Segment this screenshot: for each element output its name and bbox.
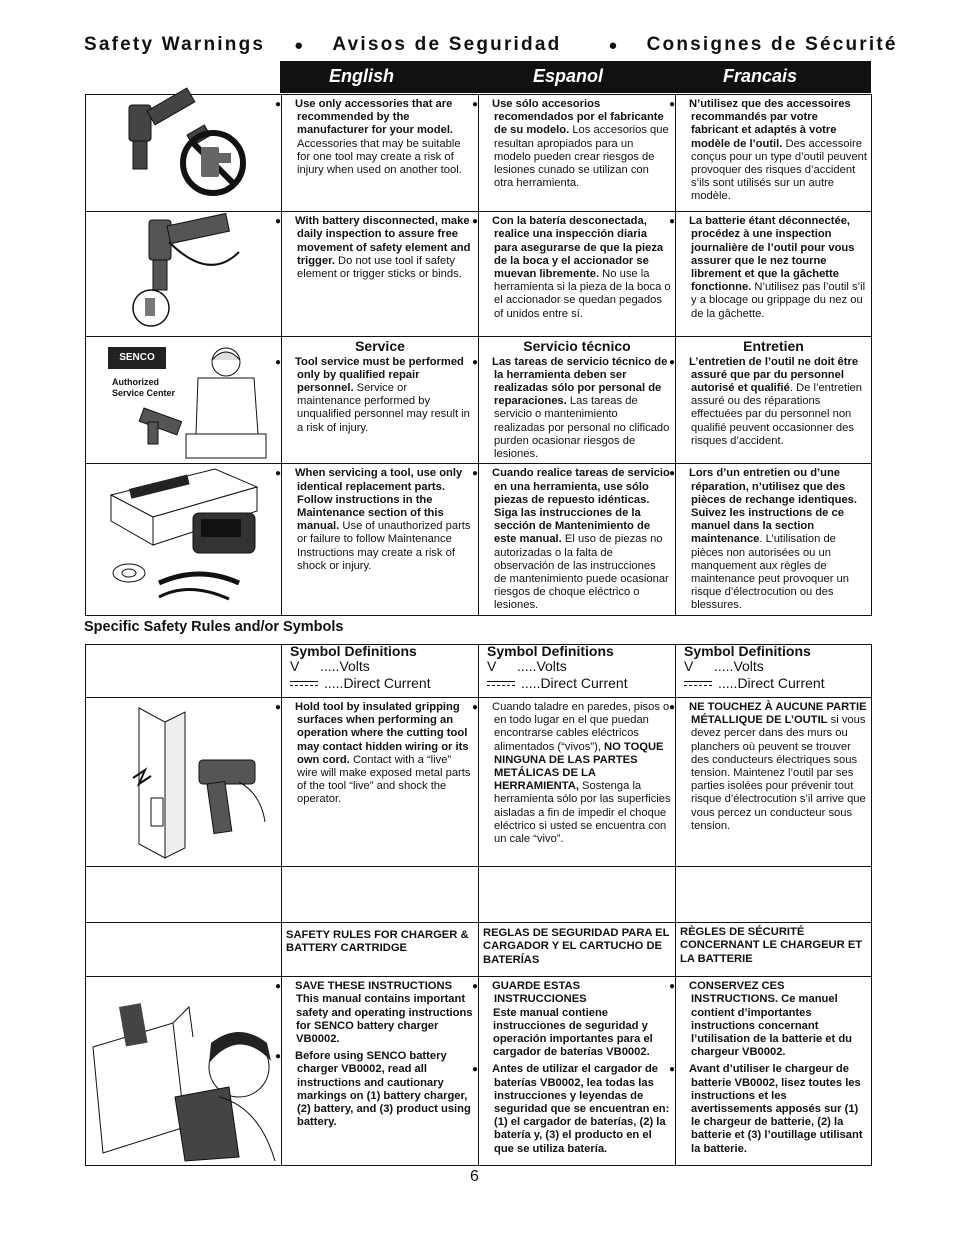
empty-cell — [282, 867, 479, 923]
direct-current-symbol-icon — [684, 681, 712, 688]
charger-heading-en: SAFETY RULES FOR CHARGER & BATTERY CARTRIDGE — [282, 923, 479, 977]
empty-cell — [479, 867, 676, 923]
table-row — [86, 464, 872, 615]
table-row — [86, 867, 872, 923]
warning-en: Service ● Tool service must be performed only by qualified repair personnel. Service or maintenance performed by unqualified personnel may result in a risk of injury. — [282, 337, 479, 464]
direct-current-symbol-icon — [290, 681, 318, 688]
warning-es: Servicio técnico ● Las tareas de servicio técnico de la herramienta deben ser realizadas sólo por personal de reparaciones. Las tareas de servicio o mantenimiento realizadas por personal no clificado purden ocasionar riesgos de lesiones. — [479, 337, 676, 464]
warning-fr: ● Lors d’un entretien ou d’une réparation, n’utilisez que des pièces de rechange identiques. Suivez les instructions de ce manuel dans la section maintenance. L’utilisation de pièces non autorisées ou un manquement aux règles de maintenance peut provoquer un risque d’électrocution ou des blessures. — [676, 464, 872, 615]
symbols-en: Symbol Definitions V .....Volts .....Direct Current — [282, 645, 479, 698]
specific-rules-table — [85, 644, 872, 1166]
service-heading: Servicio técnico — [523, 338, 631, 355]
nailer-inspection-illustration — [86, 212, 282, 337]
warning-es: ● Con la batería desconectada, realice una inspección diaria para asegurarse de que la pieza de la boca y el accionador se muevan libremente. No use la herramienta si la pieza de la boca o el accionador se quedan pegados of unidos entre sí. — [479, 212, 676, 337]
warning-fr: Entretien ● L’entretien de l’outil ne doit être assuré que par du personnel autorisé et qualifié. De l’entretien assuré ou des réparations effectuées par du personnel non qualifié peuvent occasionner des risques d’accident. — [676, 337, 872, 464]
warning-en: ● With battery disconnected, make daily inspection to assure free movement of safety element and trigger. Do not use tool if safety element or trigger sticks or binds. — [282, 212, 479, 337]
table-row — [86, 337, 872, 464]
title-english: Safety Warnings — [84, 34, 266, 55]
lang-english: English — [329, 66, 395, 86]
charger-heading-es: REGLAS DE SEGURIDAD PARA EL CARGADOR Y EL CARTUCHO DE BATERÍAS — [479, 923, 676, 977]
replacement-parts-illustration — [86, 464, 282, 615]
page-title — [84, 34, 898, 60]
title-french: Consignes de Sécurité — [646, 34, 898, 55]
wiring-es: ● Cuando taladre en paredes, pisos o en todo lugar en el que puedan encontrarse cables eléctricos alimentados (“vivos”), NO TOQUE NINGUNA DE LAS PARTES METÁLICAS DE LA HERRAMIENTA, Sostenga la herramienta sólo por las superficies aisladas a fin de impedir el choque eléctrico si usted se encuentra con un cale “vivo”. — [479, 698, 676, 867]
authorized-label: Authorized Service Center — [112, 377, 176, 399]
lang-spanish: Espanol — [533, 66, 604, 86]
specific-rules-heading: Specific Safety Rules and/or Symbols — [84, 619, 344, 635]
warning-en: ● Use only accessories that are recommended by the manufacturer for your model. Accessories that may be suitable for one tool may create a risk of injury when used on another tool. — [282, 95, 479, 212]
symbols-fr: Symbol Definitions V .....Volts .....Direct Current — [676, 645, 872, 698]
direct-current-symbol-icon — [487, 681, 515, 688]
charger-en: ● SAVE THESE INSTRUCTIONS This manual contains important safety and operating instructions for SENCO battery charger VB0002. ● Before using SENCO battery charger VB0002, read all instructions and cautionary markings on (1) battery charger, (2) battery, and (3) product using battery. — [282, 977, 479, 1166]
warning-fr: ● La batterie étant déconnectée, procédez à une inspection journalière de l’outil pour vous assurer que le nez tourne librement et que la gâchette fonctionne. N’utilisez pas l’outil s’il y a blocage ou grippage du nez ou de la gâchette. — [676, 212, 872, 337]
safety-warnings-table — [85, 94, 872, 616]
warning-es: ● Use sólo accesorios recomendados por el fabricante de su modelo. Los accesorios que resultan apropiados para un modelo pueden crear riesgos de lesiones cunado se utilizan con otra herramienta. — [479, 95, 676, 212]
title-bullet: ● — [608, 37, 620, 54]
table-row — [86, 698, 872, 867]
table-row — [86, 923, 872, 977]
service-heading: Service — [355, 338, 405, 355]
empty-cell — [86, 867, 282, 923]
title-spanish: Avisos de Seguridad — [332, 34, 562, 55]
warning-en: ● When servicing a tool, use only identical replacement parts. Follow instructions in the Maintenance section of this manual. Use of unauthorized parts or failure to follow Maintenance Instructions may create a risk of shock or injury. — [282, 464, 479, 615]
empty-cell — [86, 645, 282, 698]
wiring-fr: ● NE TOUCHEZ À AUCUNE PARTIE MÉTALLIQUE DE L’OUTIL si vous devez percer dans des murs ou planchers où peuvent se trouver des conducteurs électriques sous tension. Maintenez l’outil par ses parties isolées pour prévenir tout risque d’électrocution s’il arrive que vous percez un conducteur sous tension. — [676, 698, 872, 867]
charger-fr: ● CONSERVEZ CES INSTRUCTIONS. Ce manuel contient d’importantes instructions concernant l’utilisation de la batterie et du chargeur VB0002. ● Avant d’utiliser le chargeur de batterie VB0002, lisez toutes les instructions et les avertissements apposés sur (1) le chargeur de batterie, (2) la batterie et (3) l’outillage utilisant la batterie. — [676, 977, 872, 1166]
page-number: 6 — [470, 1168, 479, 1185]
wiring-en: ● Hold tool by insulated gripping surfaces when performing an operation where the cutting tool may contact hidden wiring or its own cord. Contact with a “live” wire will make exposed metal parts of the tool “live” and shock the operator. — [282, 698, 479, 867]
table-row — [86, 95, 872, 212]
symbols-es: Symbol Definitions V .....Volts .....Direct Current — [479, 645, 676, 698]
empty-cell — [676, 867, 872, 923]
warning-fr: ● N’utilisez que des accessoires recommandés par votre fabricant et adaptés à votre modèle de l’outil. Des accessoire conçus pour un type d’outil peuvent provoquer des risques d’accident s’ils sont utilisés sur un autre modèle. — [676, 95, 872, 212]
empty-cell — [86, 923, 282, 977]
no-accessories-illustration — [86, 95, 282, 212]
table-row — [86, 977, 872, 1166]
service-technician-illustration — [86, 337, 282, 464]
language-header-bar — [280, 61, 871, 93]
reading-manual-illustration — [86, 977, 282, 1166]
service-heading: Entretien — [743, 338, 804, 355]
table-row — [86, 212, 872, 337]
table-row — [86, 645, 872, 698]
lang-french: Francais — [723, 66, 798, 86]
charger-es: ● GUARDE ESTAS INSTRUCCIONES Este manual contiene instrucciones de seguridad y operación importantes para el cargador de baterías VB0002. ● Antes de utilizar el cargador de baterías VB0002, lea todas las instrucciones y leyendas de seguridad que se encuentran en: (1) el cargador de baterías, (2) la batería y, (3) el producto en el que se utiliza batería. — [479, 977, 676, 1166]
title-bullet: ● — [294, 37, 306, 54]
senco-logo: SENCO — [108, 347, 166, 369]
warning-es: ● Cuando realice tareas de servicio en una herramienta, use sólo piezas de repuesto idénticas. Siga las instrucciones de la sección de Mantenimiento de este manual. El uso de piezas no autorizadas o la falta de observación de las instrucciones de mantenimiento puede ocasionar riesgos de choque eléctrico o lesiones. — [479, 464, 676, 615]
hidden-wiring-illustration — [86, 698, 282, 867]
charger-heading-fr: RÈGLES DE SÉCURITÉ CONCERNANT LE CHARGEUR ET LA BATTERIE — [676, 923, 872, 977]
